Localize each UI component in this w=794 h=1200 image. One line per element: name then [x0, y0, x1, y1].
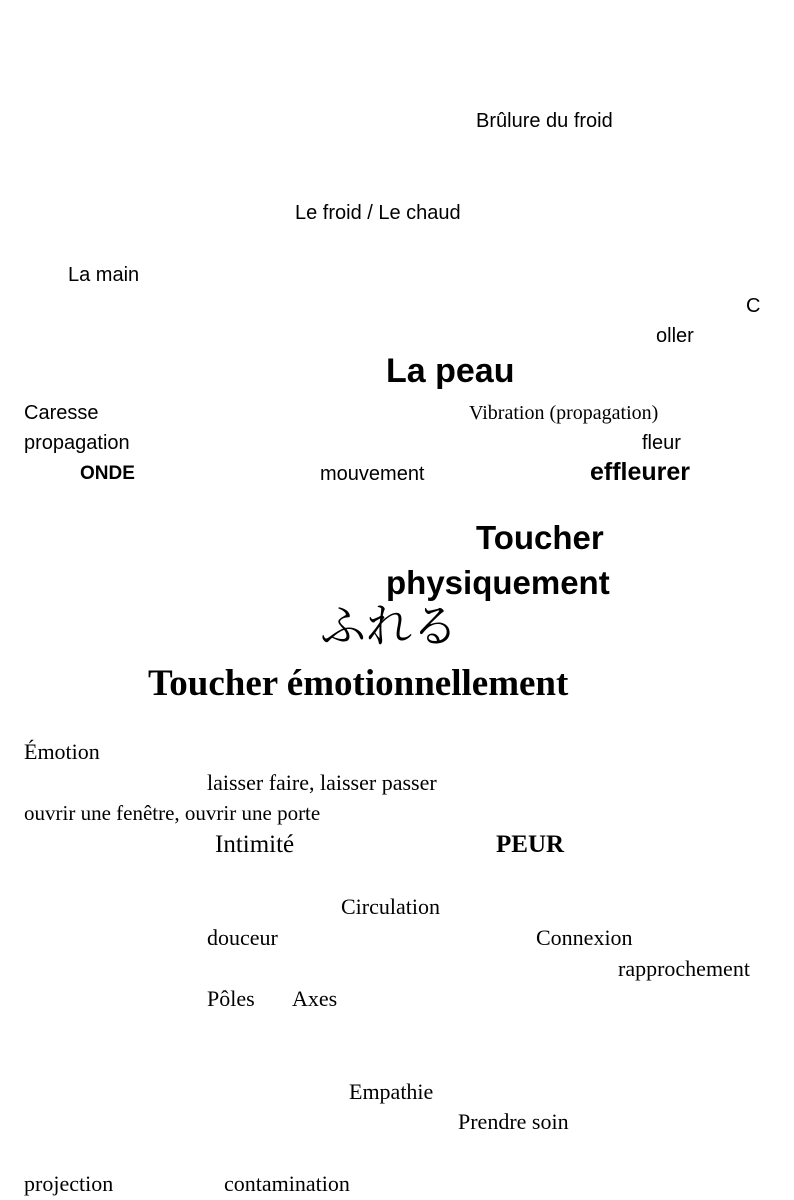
word-contamination: contamination [224, 1171, 350, 1196]
word-mouvement: mouvement [320, 463, 425, 485]
word-caresse: Caresse [24, 402, 99, 424]
word-connexion: Connexion [536, 925, 633, 950]
word-intimite: Intimité [215, 831, 295, 858]
word-peur: PEUR [496, 831, 565, 858]
word-propagation: propagation [24, 432, 130, 454]
word-prendre-soin: Prendre soin [458, 1109, 569, 1134]
word-poles: Pôles [207, 986, 255, 1011]
word-douceur: douceur [207, 925, 278, 950]
word-oller: oller [656, 325, 694, 347]
word-fleur: fleur [642, 432, 681, 454]
word-brulure-du-froid: Brûlure du froid [476, 110, 613, 132]
word-c: C [746, 295, 761, 317]
word-circulation: Circulation [341, 894, 440, 919]
word-vibration: Vibration (propagation) [469, 402, 659, 424]
word-projection: projection [24, 1171, 114, 1196]
word-rapprochement: rapprochement [618, 956, 750, 981]
word-ouvrir: ouvrir une fenêtre, ouvrir une porte [24, 801, 321, 825]
word-toucher-emotionnellement: Toucher émotionnellement [148, 663, 569, 704]
word-toucher: Toucher [476, 519, 604, 556]
word-fureru: ふれる [320, 599, 458, 653]
word-laisser-faire: laisser faire, laisser passer [207, 770, 437, 795]
word-physiquement: physiquement [386, 564, 610, 601]
word-la-peau: La peau [386, 352, 515, 390]
word-onde: ONDE [80, 463, 135, 484]
word-la-main: La main [68, 264, 140, 286]
word-le-froid-le-chaud: Le froid / Le chaud [295, 202, 461, 224]
word-effleurer: effleurer [590, 458, 691, 486]
word-empathie: Empathie [349, 1079, 434, 1104]
word-axes: Axes [292, 986, 338, 1011]
word-emotion: Émotion [24, 739, 100, 764]
